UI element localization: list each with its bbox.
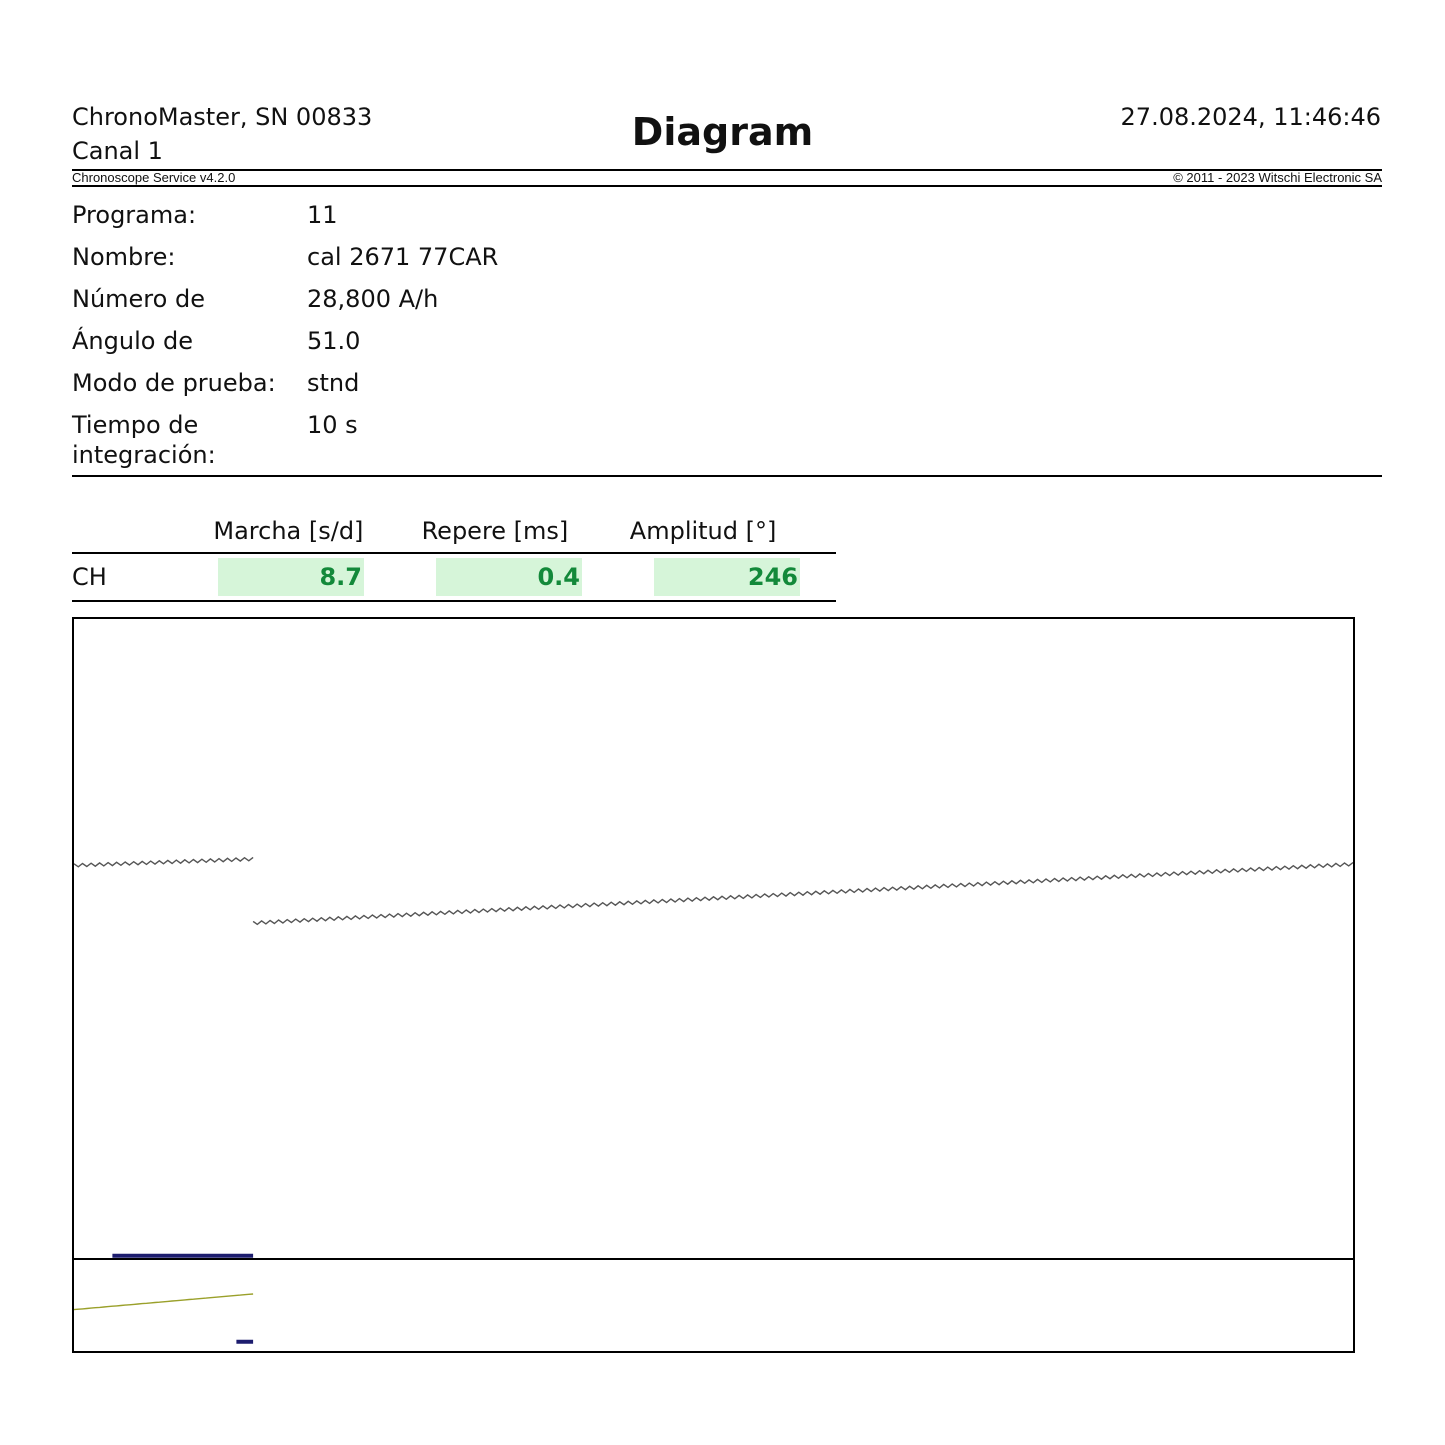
measurement-header-row: [72, 510, 836, 554]
param-value: 28,800 A/h: [307, 285, 439, 313]
beat-error-value: 0.4: [436, 558, 582, 596]
report-datetime: 27.08.2024, 11:46:46: [1120, 103, 1381, 131]
param-label: Programa:: [72, 201, 197, 229]
param-value: 51.0: [307, 327, 361, 355]
param-label: Ángulo de: [72, 327, 194, 355]
column-header-rate: Marcha [s/d]: [213, 517, 364, 545]
measurement-row: [72, 554, 836, 602]
device-name: ChronoMaster, SN 00833: [72, 103, 373, 131]
diagram-svg: [74, 619, 1353, 1351]
column-header-beat-error: Repere [ms]: [421, 517, 569, 545]
param-label: Nombre:: [72, 243, 176, 271]
param-value: 10 s: [307, 411, 358, 439]
diagram-trace-4: [74, 1294, 253, 1310]
diagram-trace-1: [74, 857, 253, 866]
measurement-table: [72, 510, 836, 602]
param-row: [72, 410, 1382, 470]
param-value: stnd: [307, 369, 360, 397]
diagram-trace-2: [253, 863, 1353, 925]
software-version: Chronoscope Service v4.2.0: [72, 170, 236, 185]
param-value: 11: [307, 201, 338, 229]
row-label: CH: [72, 563, 107, 591]
parameter-list: [72, 200, 1382, 470]
rate-value: 8.7: [218, 558, 364, 596]
param-row: [72, 326, 1382, 368]
params-rule: [72, 475, 1382, 477]
page-title: Diagram: [631, 110, 814, 154]
param-row: [72, 284, 1382, 326]
param-row: [72, 368, 1382, 410]
param-label: Tiempo de integración:: [72, 411, 216, 469]
column-header-amplitude: Amplitud [°]: [629, 517, 777, 545]
header-rule-bottom: [72, 185, 1382, 187]
amplitude-value: 246: [654, 558, 800, 596]
param-value: cal 2671 77CAR: [307, 243, 499, 271]
param-row: [72, 200, 1382, 242]
diagram-plot: [72, 617, 1355, 1353]
copyright-text: © 2011 - 2023 Witschi Electronic SA: [1173, 170, 1382, 185]
channel-name: Canal 1: [72, 137, 163, 165]
param-label: Modo de prueba:: [72, 369, 276, 397]
param-row: [72, 242, 1382, 284]
param-label: Número de: [72, 285, 205, 313]
